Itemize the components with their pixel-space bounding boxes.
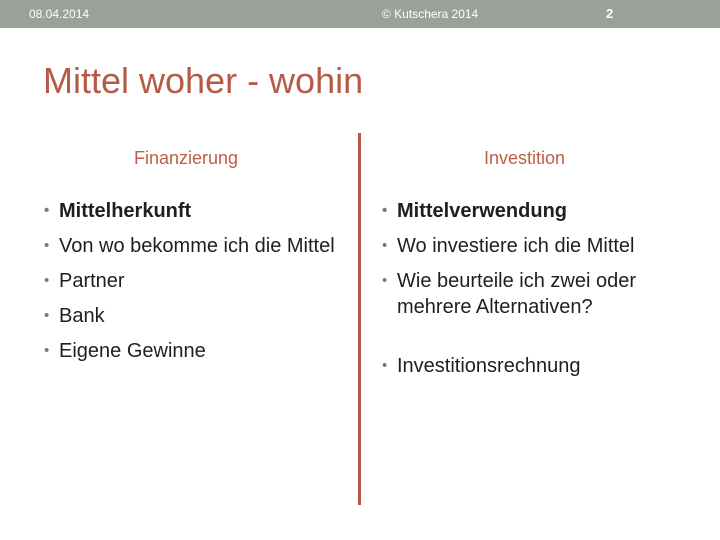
- heading-investition: Investition: [484, 148, 566, 168]
- list-item: • Mittelherkunft: [44, 198, 344, 224]
- list-item: • Investitionsrechnung: [382, 353, 702, 379]
- list-item: • Wo investiere ich die Mittel: [382, 233, 702, 259]
- slide-number: 2: [606, 6, 614, 21]
- list-item: • Mittelverwendung: [382, 198, 702, 224]
- heading-finanzierung: Finanzierung: [134, 148, 239, 168]
- list-item: • Partner: [44, 268, 344, 294]
- slide-title: Mittel woher - wohin: [43, 60, 364, 101]
- list-item: • Eigene Gewinne: [44, 338, 344, 364]
- top-bar: [0, 0, 720, 28]
- column-divider: [358, 133, 361, 505]
- list-item: • Von wo bekomme ich die Mittel: [44, 233, 344, 259]
- left-bullet-list: [44, 198, 344, 373]
- slide-copyright: © Kutschera 2014: [382, 7, 479, 21]
- right-bullet-list: [382, 198, 702, 388]
- list-item: • Wie beurteile ich zwei oder mehrere Alternativen?: [382, 268, 702, 320]
- list-item: • Bank: [44, 303, 344, 329]
- slide-date: 08.04.2014: [29, 7, 90, 21]
